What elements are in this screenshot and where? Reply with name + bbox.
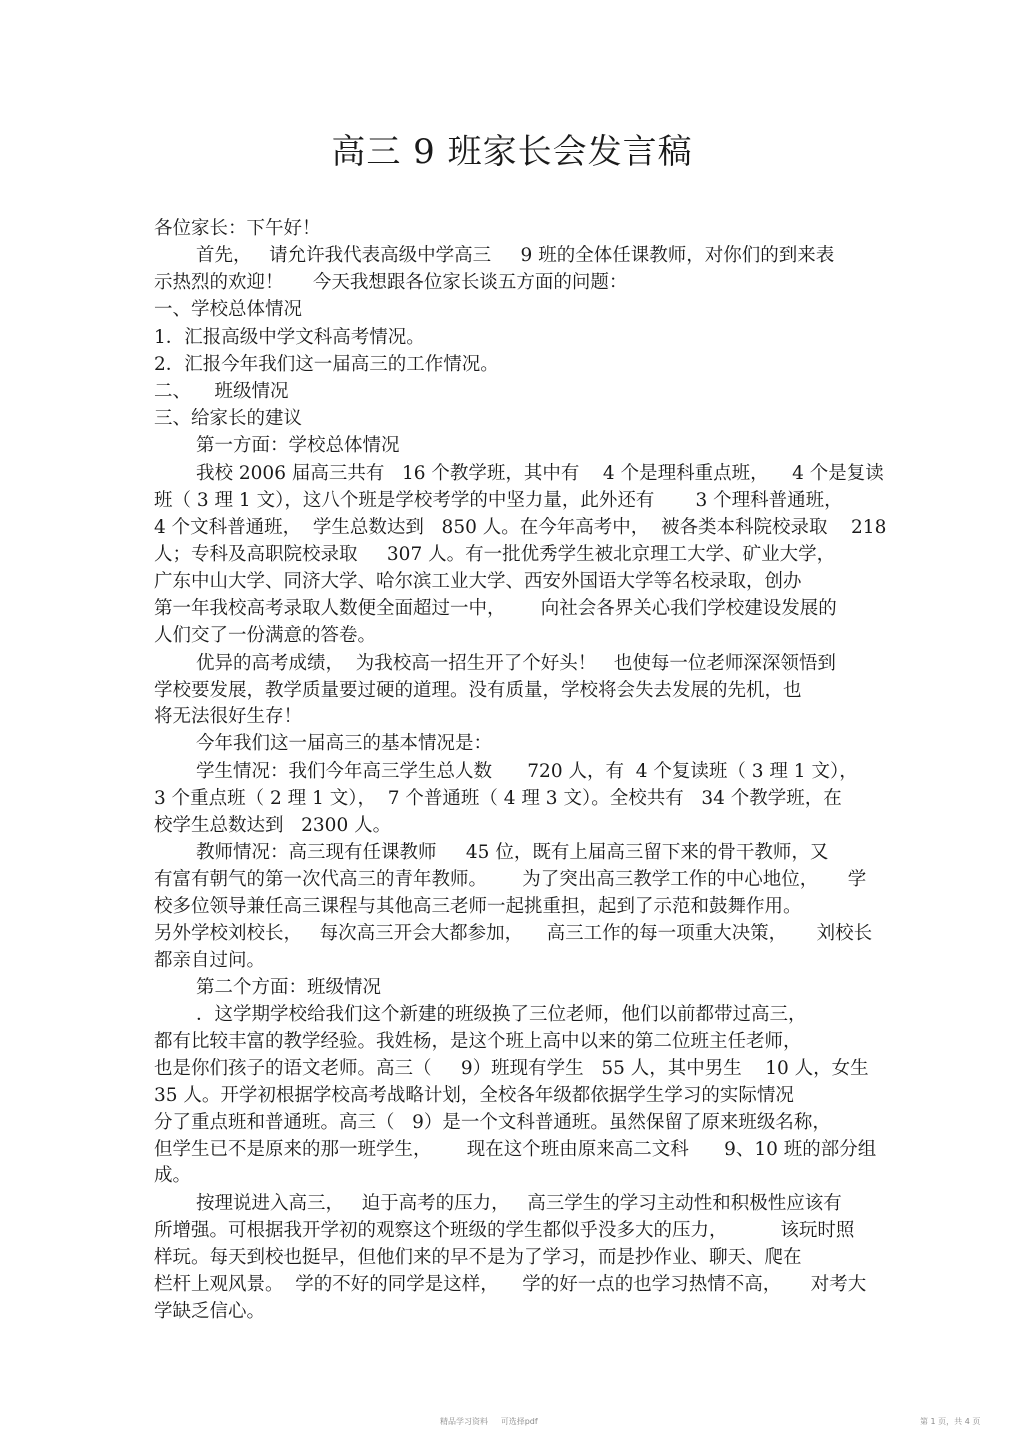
text-line: 人们交了一份满意的答卷。 — [154, 625, 377, 646]
text-line: 学生情况：我们今年高三学生总人数 720 人，有 4 个复读班（ 3 理 1 文）， — [196, 761, 858, 782]
text-line: 校多位领导兼任高三课程与其他高三老师一起挑重担，起到了示范和鼓舞作用。 — [154, 896, 802, 917]
page-number: 第 1 页，共 4 页 — [920, 1417, 981, 1426]
text-line: 都亲自过问。 — [154, 950, 266, 971]
text-line: 首先， 请允许我代表高级中学高三 9 班的全体任课教师，对你们的到来表 — [196, 245, 835, 266]
text-line: 按理说进入高三， 迫于高考的压力， 高三学生的学习主动性和积极性应该有 — [196, 1193, 842, 1214]
text-line: 二、 班级情况 — [154, 381, 289, 402]
text-line: 有富有朝气的第一次代高三的青年教师。 为了突出高三教学工作的中心地位， 学 — [154, 869, 867, 890]
text-line: 分了重点班和普通班。高三（ 9）是一个文科普通班。虽然保留了原来班级名称， — [154, 1112, 831, 1133]
text-line: 第一年我校高考录取人数便全面超过一中， 向社会各界关心我们学校建设发展的 — [154, 598, 837, 619]
text-line: 示热烈的欢迎！ 今天我想跟各位家长谈五方面的问题： — [154, 272, 628, 293]
text-line: 成。 — [154, 1165, 192, 1186]
text-line: 校学生总数达到 2300 人。 — [154, 815, 392, 836]
text-line: 广东中山大学、同济大学、哈尔滨工业大学、西安外国语大学等名校录取，创办 — [154, 571, 802, 592]
text-line: 1．汇报高级中学文科高考情况。 — [154, 327, 425, 348]
text-line: 三、给家长的建议 — [154, 408, 303, 429]
text-line: 35 人。开学初根据学校高考战略计划，全校各年级都依据学生学习的实际情况 — [154, 1085, 794, 1106]
text-line: 2．汇报今年我们这一届高三的工作情况。 — [154, 354, 499, 375]
text-line: 班（ 3 理 1 文），这八个班是学校考学的中坚力量，此外还有 3 个理科普通班， — [154, 490, 843, 511]
text-line: 一、学校总体情况 — [154, 299, 303, 320]
text-line: 我校 2006 届高三共有 16 个教学班，其中有 4 个是理科重点班， 4 个是复读 — [196, 463, 884, 484]
text-line: 教师情况：高三现有任课教师 45 位，既有上届高三留下来的骨干教师，又 — [196, 842, 829, 863]
text-line: 3 个重点班（ 2 理 1 文）， 7 个普通班（ 4 理 3 文）。全校共有 34 个教学班，在 — [154, 788, 842, 809]
footer-watermark: 精品学习资料 可选择pdf — [440, 1417, 538, 1426]
text-line: 也是你们孩子的语文老师。高三（ 9）班现有学生 55 人，其中男生 10 人，女生 — [154, 1058, 869, 1079]
text-line: 4 个文科普通班， 学生总数达到 850 人。在今年高考中， 被各类本科院校录取 218 — [154, 517, 887, 538]
text-line: 第一方面：学校总体情况 — [196, 435, 400, 456]
text-line: 所增强。可根据我开学初的观察这个班级的学生都似乎没多大的压力， 该玩时照 — [154, 1220, 855, 1241]
text-line: 各位家长：下午好！ — [154, 218, 321, 239]
text-line: 样玩。每天到校也挺早，但他们来的早不是为了学习，而是抄作业、聊天、爬在 — [154, 1247, 802, 1268]
text-line: 另外学校刘校长， 每次高三开会大都参加， 高三工作的每一项重大决策， 刘校长 — [154, 923, 873, 944]
text-line: 将无法很好生存！ — [154, 706, 303, 727]
text-line: 学缺乏信心。 — [154, 1301, 266, 1322]
text-line: 栏杆上观风景。 学的不好的同学是这样， 学的好一点的也学习热情不高， 对考大 — [154, 1274, 867, 1295]
text-line: 优异的高考成绩， 为我校高一招生开了个好头！ 也使每一位老师深深领悟到 — [196, 653, 836, 674]
text-line: 人；专科及高职院校录取 307 人。有一批优秀学生被北京理工大学、矿业大学， — [154, 544, 836, 565]
text-line: 但学生已不是原来的那一班学生， 现在这个班由原来高二文科 9、10 班的部分组 — [154, 1139, 877, 1160]
text-line: 都有比较丰富的教学经验。我姓杨，是这个班上高中以来的第二位班主任老师， — [154, 1031, 802, 1052]
text-line: ．这学期学校给我们这个新建的班级换了三位老师，他们以前都带过高三， — [196, 1004, 807, 1025]
text-line: 今年我们这一届高三的基本情况是： — [196, 733, 493, 754]
text-line: 学校要发展，教学质量要过硬的道理。没有质量，学校将会失去发展的先机，也 — [154, 680, 802, 701]
text-line: 第二个方面：班级情况 — [196, 977, 382, 998]
document-title: 高三 9 班家长会发言稿 — [331, 132, 693, 172]
